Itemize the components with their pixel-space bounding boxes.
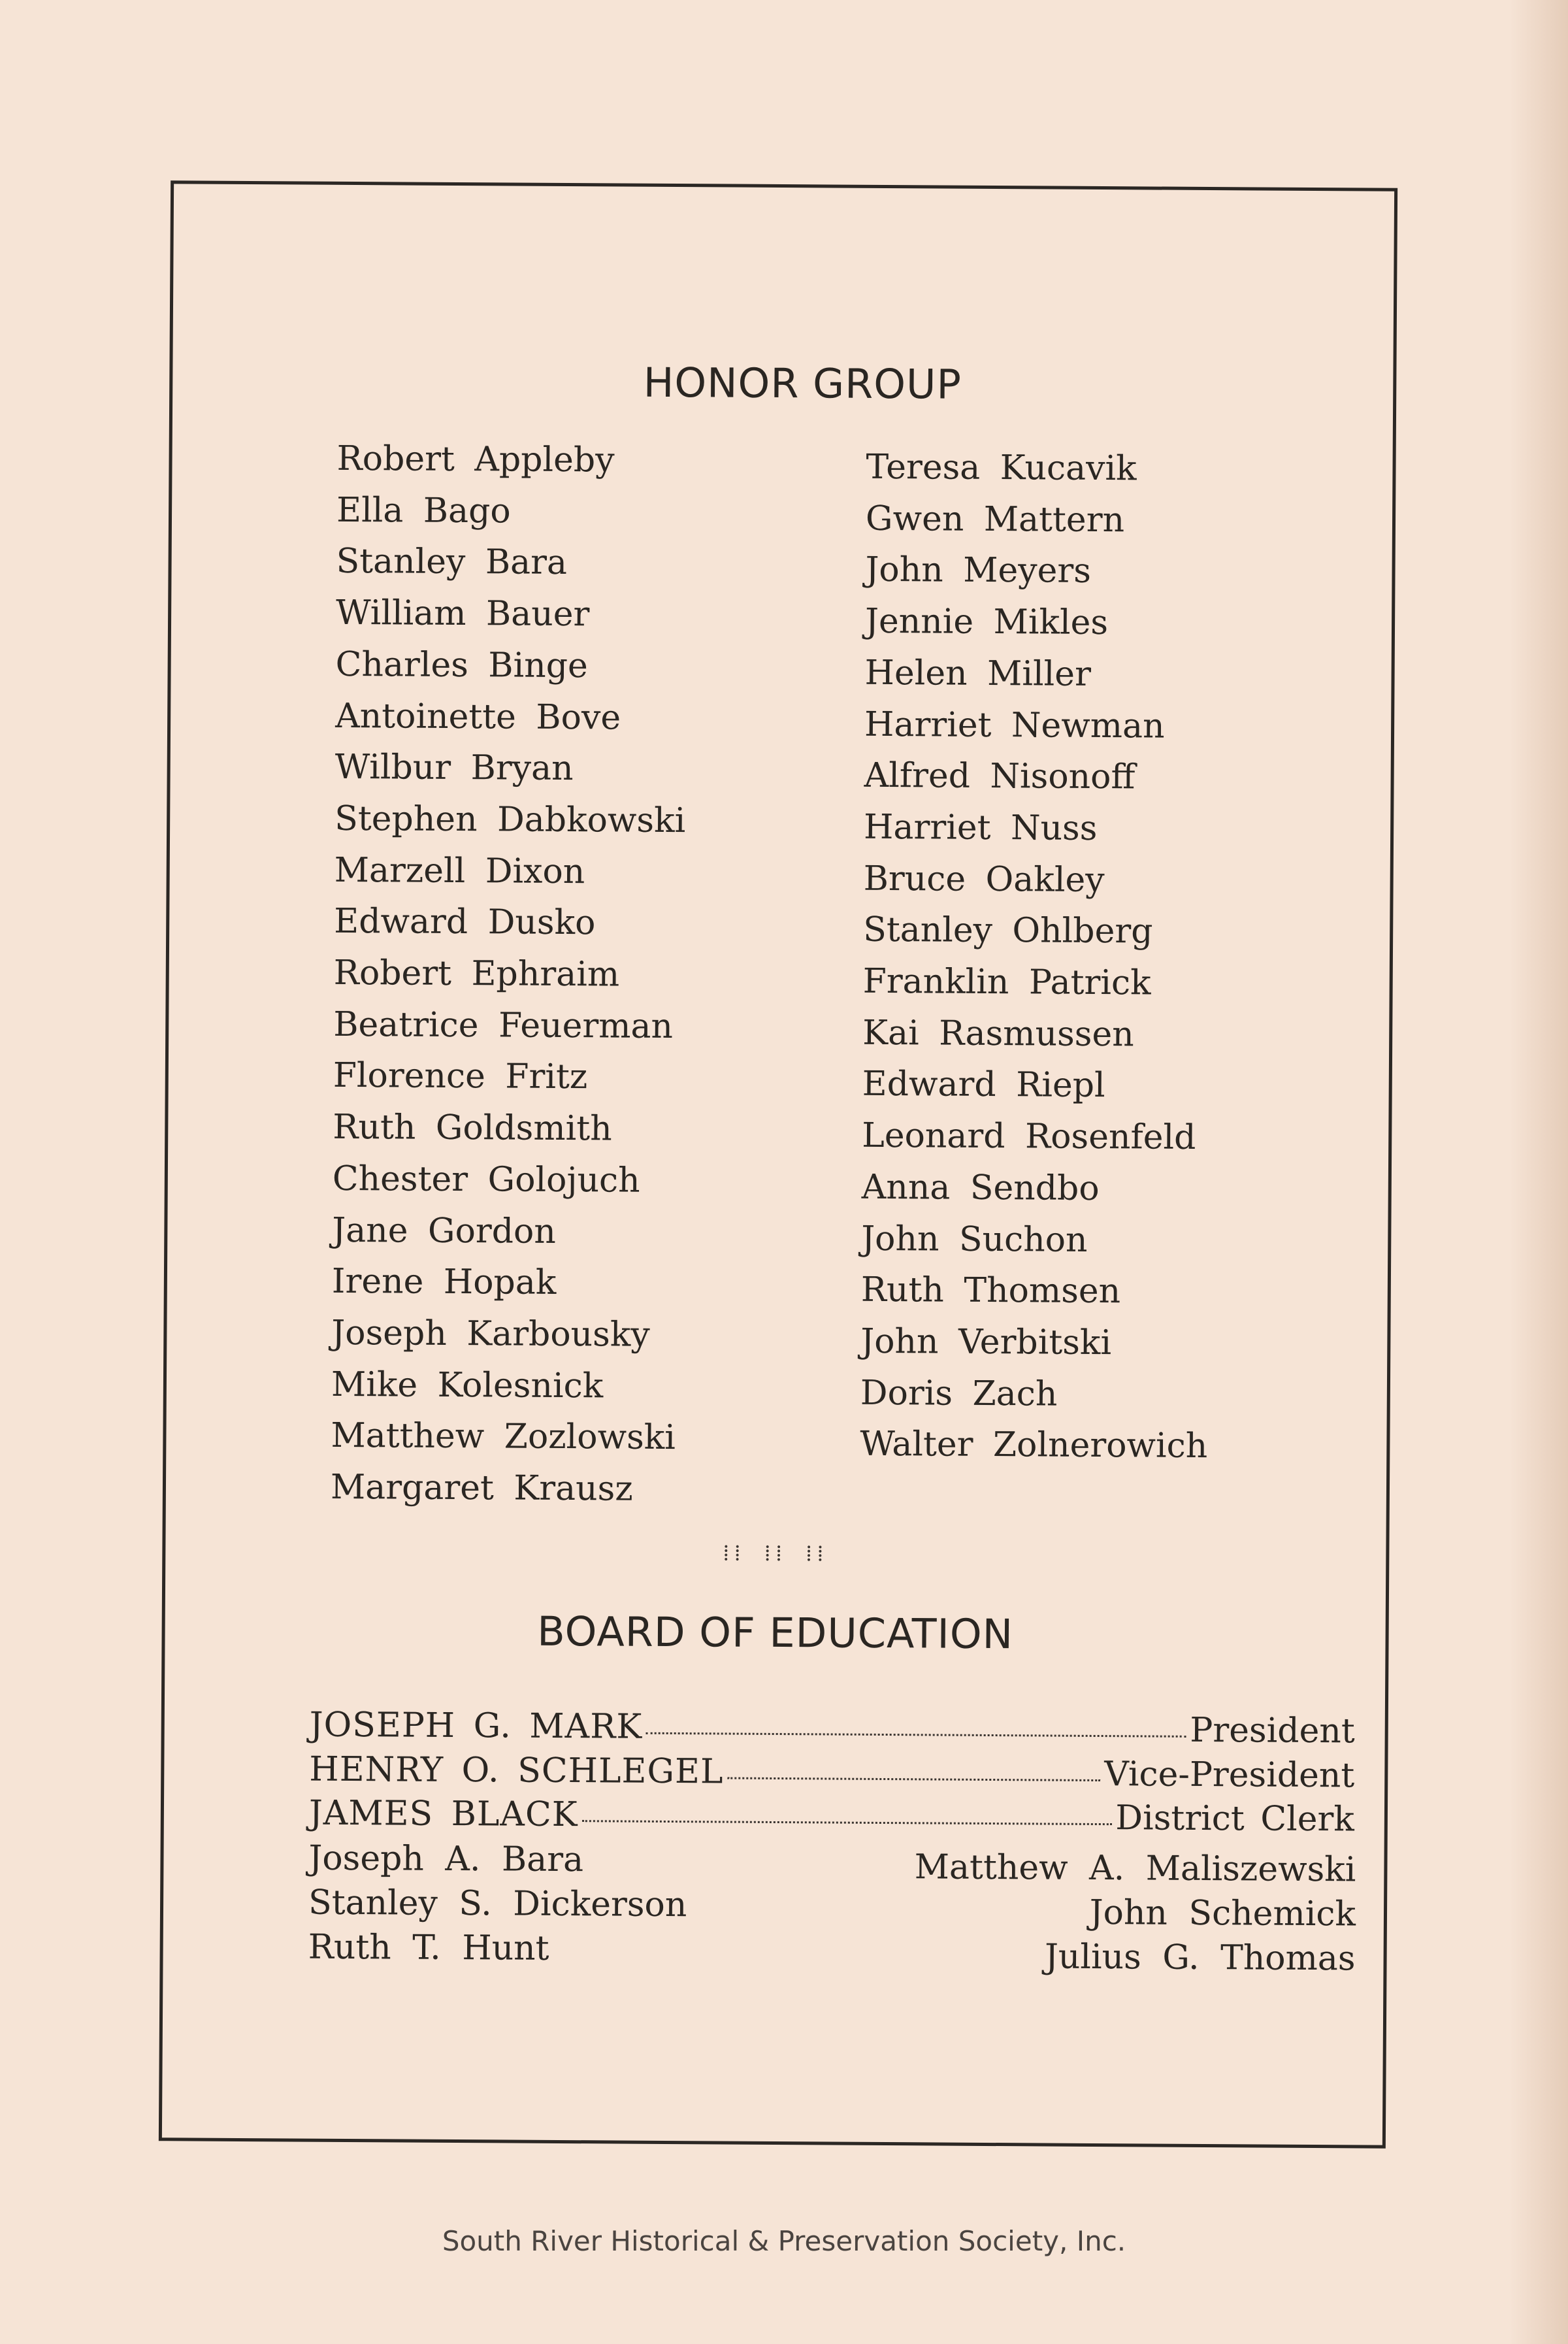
- officer-row: [309, 1794, 1354, 1840]
- dotted-leader: [582, 1820, 1112, 1825]
- list-item: Joseph A. Bara: [308, 1838, 584, 1880]
- dotted-leader: [646, 1732, 1186, 1738]
- list-item: Ruth T. Hunt: [308, 1927, 549, 1968]
- officer-title: District Clerk: [1115, 1798, 1355, 1840]
- list-item: Teresa Kucavik: [866, 447, 1137, 489]
- officer-name: JAMES BLACK: [308, 1793, 578, 1835]
- board-of-education-heading: BOARD OF EDUCATION: [537, 1607, 1014, 1659]
- list-item: Beatrice Feuerman: [333, 1004, 674, 1046]
- officer-name: HENRY O. SCHLEGEL: [309, 1749, 724, 1792]
- list-item: Joseph Karbousky: [331, 1313, 650, 1355]
- officer-title: President: [1190, 1710, 1355, 1751]
- list-item: Jennie Mikles: [864, 601, 1109, 643]
- list-item: Charles Binge: [335, 644, 588, 686]
- list-item: Anna Sendbo: [861, 1167, 1100, 1208]
- list-item: Antoinette Bove: [335, 696, 621, 738]
- section-divider-ornament: ⁞⁞ ⁞⁞ ⁞⁞: [723, 1540, 829, 1567]
- list-item: John Suchon: [861, 1219, 1088, 1260]
- list-item: Julius G. Thomas: [1044, 1937, 1356, 1979]
- officer-name: JOSEPH G. MARK: [309, 1705, 643, 1747]
- board-members-right: [898, 1845, 1356, 1981]
- honor-list-left: [331, 433, 688, 1515]
- dotted-leader: [727, 1777, 1100, 1781]
- list-item: Stanley S. Dickerson: [308, 1883, 687, 1925]
- list-item: Marzell Dixon: [334, 850, 585, 891]
- list-item: John Meyers: [865, 550, 1092, 591]
- list-item: Alfred Nisonoff: [864, 756, 1135, 797]
- officer-row: [310, 1706, 1355, 1751]
- officer-title: Vice-President: [1104, 1755, 1355, 1796]
- list-item: Walter Zolnerowich: [860, 1425, 1208, 1466]
- list-item: Bruce Oakley: [863, 859, 1105, 900]
- list-item: John Verbitski: [860, 1321, 1112, 1363]
- list-item: Leonard Rosenfeld: [862, 1115, 1196, 1158]
- board-members-left: [308, 1836, 687, 1972]
- list-item: Florence Fritz: [333, 1056, 588, 1097]
- list-item: Wilbur Bryan: [335, 748, 574, 789]
- list-item: Doris Zach: [860, 1373, 1058, 1414]
- list-item: Edward Dusko: [334, 902, 596, 943]
- officer-row: [309, 1750, 1354, 1796]
- list-item: Robert Ephraim: [333, 953, 620, 995]
- list-item: Helen Miller: [864, 653, 1092, 694]
- list-item: Stanley Bara: [336, 542, 568, 583]
- paper-edge: [1509, 0, 1568, 2344]
- list-item: Ella Bago: [336, 490, 511, 531]
- list-item: William Bauer: [335, 593, 590, 635]
- list-item: Harriet Newman: [864, 704, 1165, 746]
- footer-credit: South River Historical & Preservation Society, Inc.: [442, 2225, 1126, 2257]
- list-item: Matthew A. Maliszewski: [914, 1847, 1356, 1890]
- list-item: John Schemick: [1089, 1892, 1356, 1934]
- list-item: Chester Golojuch: [332, 1159, 640, 1200]
- list-item: Margaret Krausz: [330, 1467, 633, 1509]
- list-item: Mike Kolesnick: [331, 1364, 604, 1406]
- list-item: Edward Riepl: [862, 1065, 1105, 1106]
- list-item: Ruth Thomsen: [860, 1270, 1121, 1312]
- list-item: Gwen Mattern: [865, 499, 1125, 540]
- page-frame: [159, 180, 1397, 2148]
- list-item: Stephen Dabkowski: [335, 799, 686, 841]
- honor-group-heading: HONOR GROUP: [643, 358, 962, 408]
- honor-list-right: [860, 442, 1213, 1472]
- list-item: Robert Appleby: [336, 438, 615, 480]
- list-item: Jane Gordon: [332, 1210, 556, 1251]
- list-item: Harriet Nuss: [863, 807, 1098, 848]
- list-item: Irene Hopak: [331, 1262, 557, 1303]
- list-item: Franklin Patrick: [862, 961, 1151, 1003]
- list-item: Stanley Ohlberg: [863, 910, 1153, 951]
- list-item: Kai Rasmussen: [862, 1013, 1134, 1055]
- list-item: Ruth Goldsmith: [333, 1107, 612, 1149]
- list-item: Matthew Zozlowski: [331, 1416, 676, 1458]
